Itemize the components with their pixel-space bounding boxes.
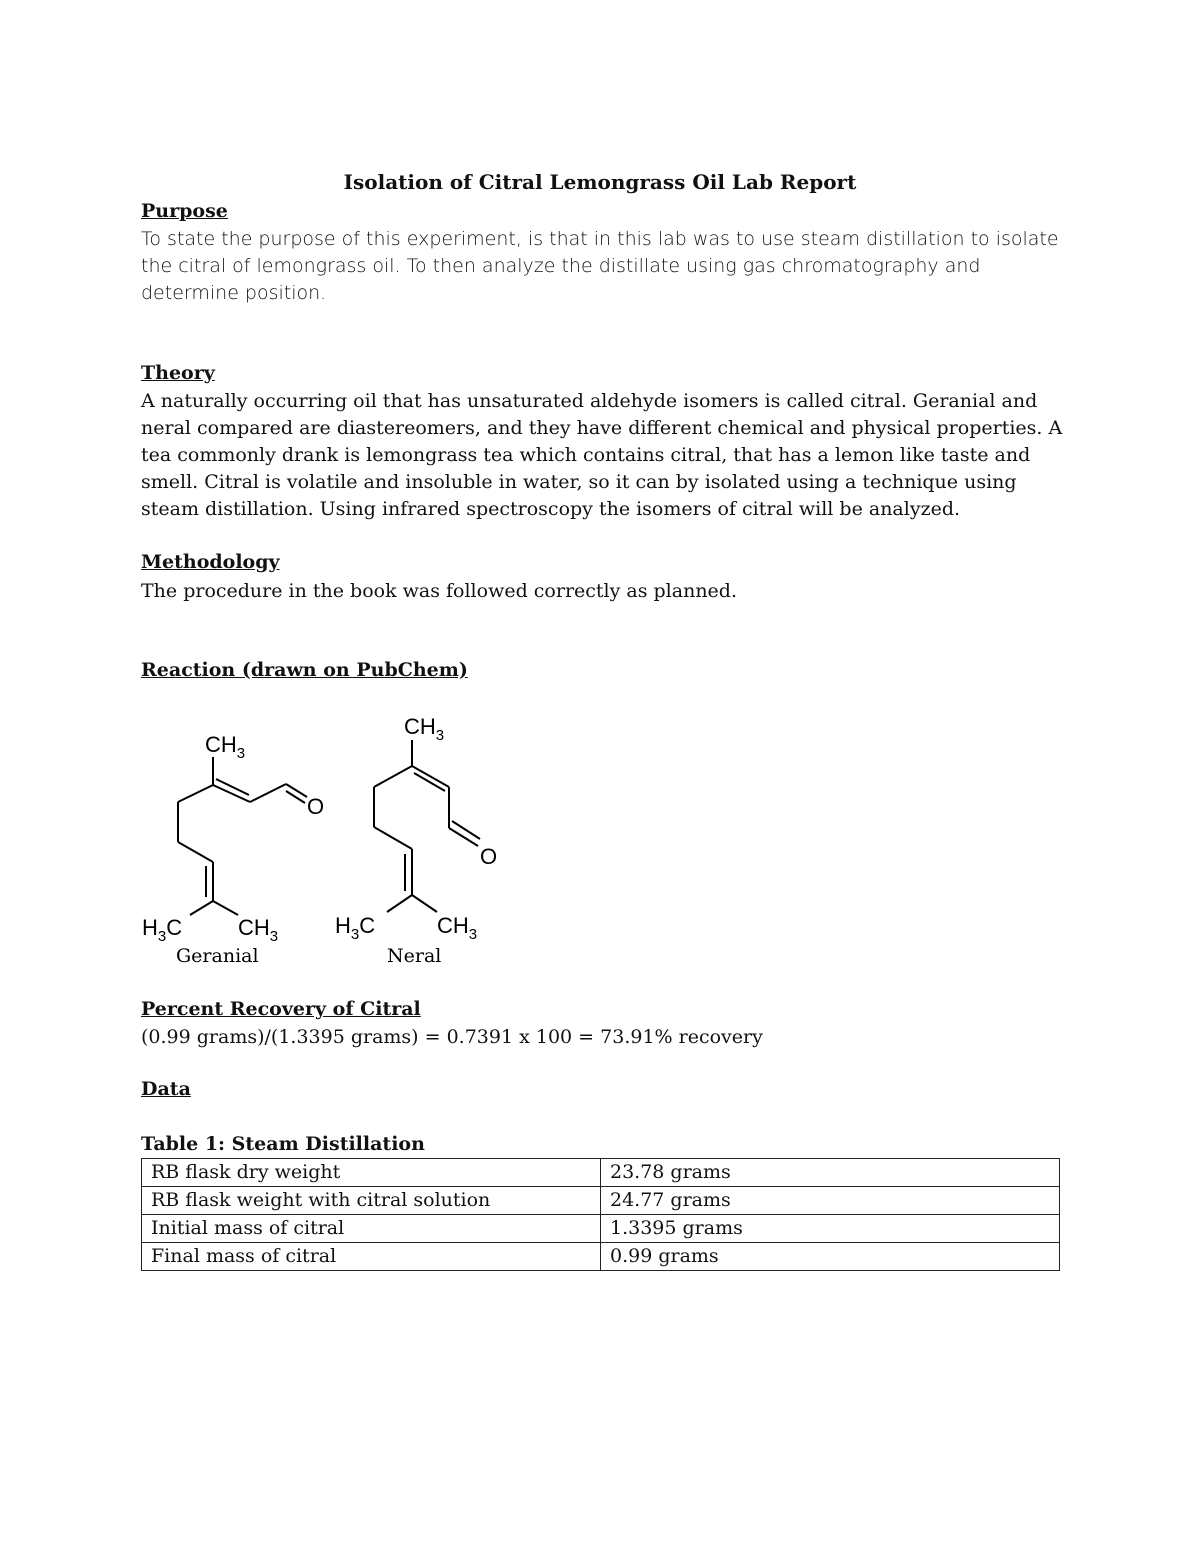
geranial-oxygen: O [307,794,325,819]
table-cell-label: Initial mass of citral [142,1215,601,1243]
purpose-text: To state the purpose of this experiment, is that in this lab was to use steam distillation to isolate the citral of lemongrass oil. To then analyze the distillate using gas chromatography and determine position. [141,228,1059,304]
table-cell-value: 0.99 grams [601,1243,1060,1271]
reaction-heading: Reaction (drawn on PubChem) [141,659,468,681]
geranial-skeleton [178,757,307,915]
neral-skeleton [374,740,480,912]
geranial-ch3-top: $CH_3$ [205,732,246,762]
neral-ch3-top: $CH_3$ [404,714,445,744]
table-title: Table 1: Steam Distillation [141,1133,425,1155]
geranial-ch3-right: $CH_3$ [238,915,279,945]
table-cell-label: RB flask weight with citral solution [142,1187,601,1215]
citral-structures [130,700,530,980]
neral-ch3-right: $CH_3$ [437,913,478,943]
table-cell-label: RB flask dry weight [142,1159,601,1187]
table-row [142,1159,1060,1187]
methodology-heading: Methodology [141,551,280,573]
methodology-text: The procedure in the book was followed correctly as planned. [141,580,738,602]
table-row [142,1187,1060,1215]
table-cell-value: 1.3395 grams [601,1215,1060,1243]
neral-oxygen: O [480,844,498,869]
report-title: Isolation of Citral Lemongrass Oil Lab Report [343,170,857,194]
table-row [142,1243,1060,1271]
table-row [142,1215,1060,1243]
recovery-text: (0.99 grams)/(1.3395 grams) = 0.7391 x 100 = 73.91% recovery [141,1026,763,1048]
theory-heading: Theory [141,362,215,384]
theory-text: A naturally occurring oil that has unsaturated aldehyde isomers is called citral. Geranial and neral compared are diastereomers, and they have different chemical and physical properties. A tea commonly drank is lemongrass tea which contains citral, that has a lemon like taste and smell. Citral is volatile and insoluble in water, so it can by isolated using a technique using steam distillation. Using infrared spectroscopy the isomers of citral will be analyzed. [141,390,1063,520]
steam-distillation-table [141,1158,1060,1271]
recovery-heading: Percent Recovery of Citral [141,998,421,1020]
neral-caption: Neral [387,945,442,967]
table-cell-value: 23.78 grams [601,1159,1060,1187]
geranial-caption: Geranial [176,945,259,967]
data-heading: Data [141,1078,191,1100]
table-cell-label: Final mass of citral [142,1243,601,1271]
neral-h3c: $H_3C$ [335,913,376,943]
table-cell-value: 24.77 grams [601,1187,1060,1215]
purpose-heading: Purpose [141,200,228,222]
geranial-h3c: $H_3C$ [142,915,183,945]
